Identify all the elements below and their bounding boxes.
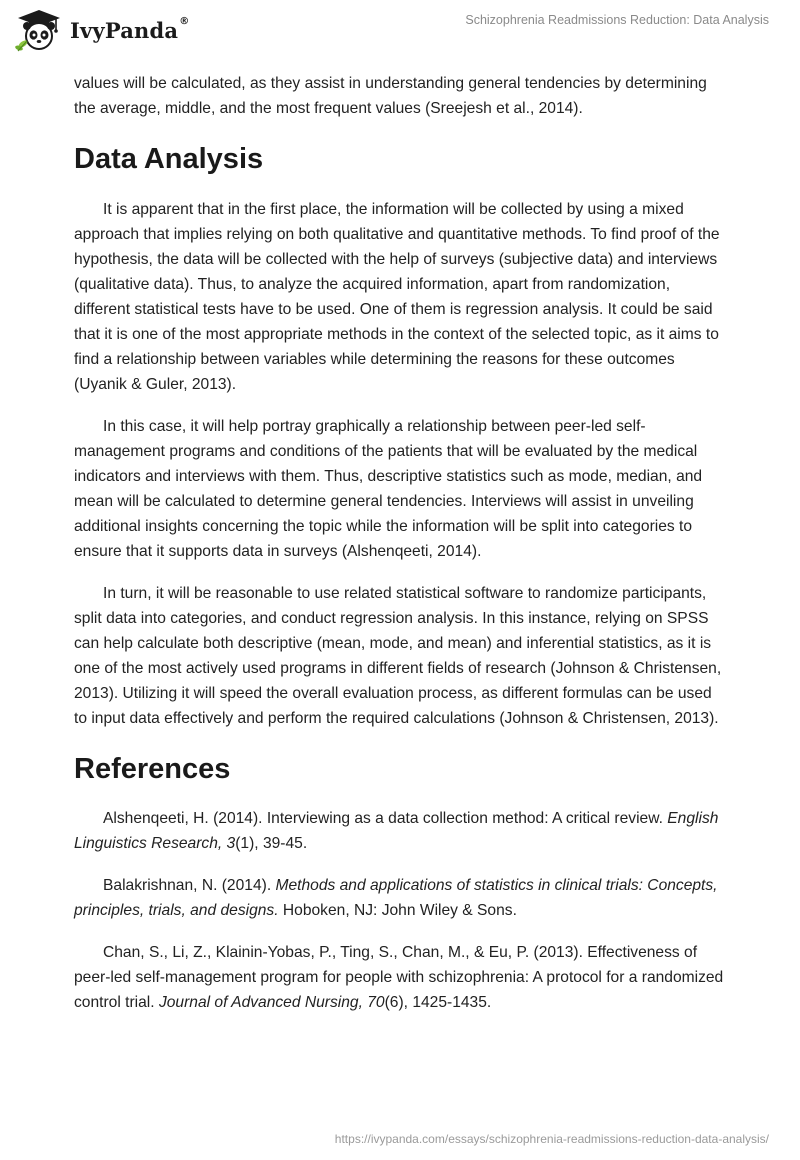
brand-logo[interactable] (14, 8, 189, 52)
reference-source: English Linguistics Research, 3 (74, 810, 719, 852)
reference-item-chan (74, 940, 726, 1015)
data-analysis-paragraph-3: In turn, it will be reasonable to use related statistical software to randomize participants, split data into categories, and conduct regression analysis. In this instance, relying on SPSS can help calculate both descriptive (mean, mode, and mean) and inferential statistics, as it is one of the most actively used programs in different fields of research (Johnson & Christensen, 2013). Utilizing it will speed the overall evaluation process, as different formulas can be used to input data effectively and perform the required calculations (Johnson & Christensen, 2013). (74, 585, 722, 727)
reference-source: Methods and applications of statistics in clinical trials: Concepts, principles, trials, and designs. (74, 877, 718, 919)
reference-details: (1), 39-45. (235, 835, 308, 852)
reference-details: Hoboken, NJ: John Wiley & Sons. (278, 902, 517, 919)
reference-item-balakrishnan (74, 873, 726, 923)
reference-text: Balakrishnan, N. (2014). (103, 877, 276, 894)
essay-body (74, 71, 726, 1015)
data-analysis-paragraph-2: In this case, it will help portray graphically a relationship between peer-led self-management programs and conditions of the patients that will be evaluated by the medical indicators and interviews with them. Thus, descriptive statistics such as mode, median, and mean will be calculated to determine general tendencies. Interviews will assist in unveiling additional insights concerning the topic while the information will be split into categories to ensure that it supports data in surveys (Alshenqeeti, 2014). (74, 418, 703, 560)
registered-mark: ® (179, 15, 190, 27)
panda-mascot-icon (14, 8, 64, 52)
reference-text: Alshenqeeti, H. (2014). Interviewing as a data collection method: A critical review. (103, 810, 668, 827)
page-header (0, 0, 800, 60)
reference-details: (6), 1425-1435. (384, 994, 492, 1011)
intro-paragraph-fragment: values will be calculated, as they assist in understanding general tendencies by determining the average, middle, and the most frequent values (Sreejesh et al., 2014). (74, 75, 707, 117)
data-analysis-heading: Data Analysis (74, 143, 264, 175)
reference-source: Journal of Advanced Nursing, 70 (158, 994, 385, 1011)
reference-item-alshenqeeti (74, 806, 726, 856)
data-analysis-paragraph-1: It is apparent that in the first place, the information will be collected by using a mixed approach that implies relying on both qualitative and quantitative methods. To find proof of the hypothesis, the data will be collected with the help of surveys (subjective data) and interviews (qualitative data). Thus, to analyze the acquired information, apart from randomization, different statistical tests have to be used. One of them is regression analysis. It could be said that it is one of the most appropriate methods in the context of the selected topic, as it aims to find a relationship between variables while determining the reasons for these outcomes (Uyanik & Guler, 2013). (74, 201, 720, 393)
reference-text: Chan, S., Li, Z., Klainin-Yobas, P., Ting, S., Chan, M., & Eu, P. (2013). Effectiveness of peer-led self-management program for people with schizophrenia: A protocol for a randomized control trial. (74, 944, 724, 1011)
document-title: Schizophrenia Readmissions Reduction: Data Analysis (465, 13, 769, 27)
source-url-link[interactable]: https://ivypanda.com/essays/schizophrenia-readmissions-reduction-data-analysis/ (334, 1132, 769, 1146)
brand-name: IvyPanda® (70, 15, 190, 43)
references-heading: References (74, 753, 231, 785)
